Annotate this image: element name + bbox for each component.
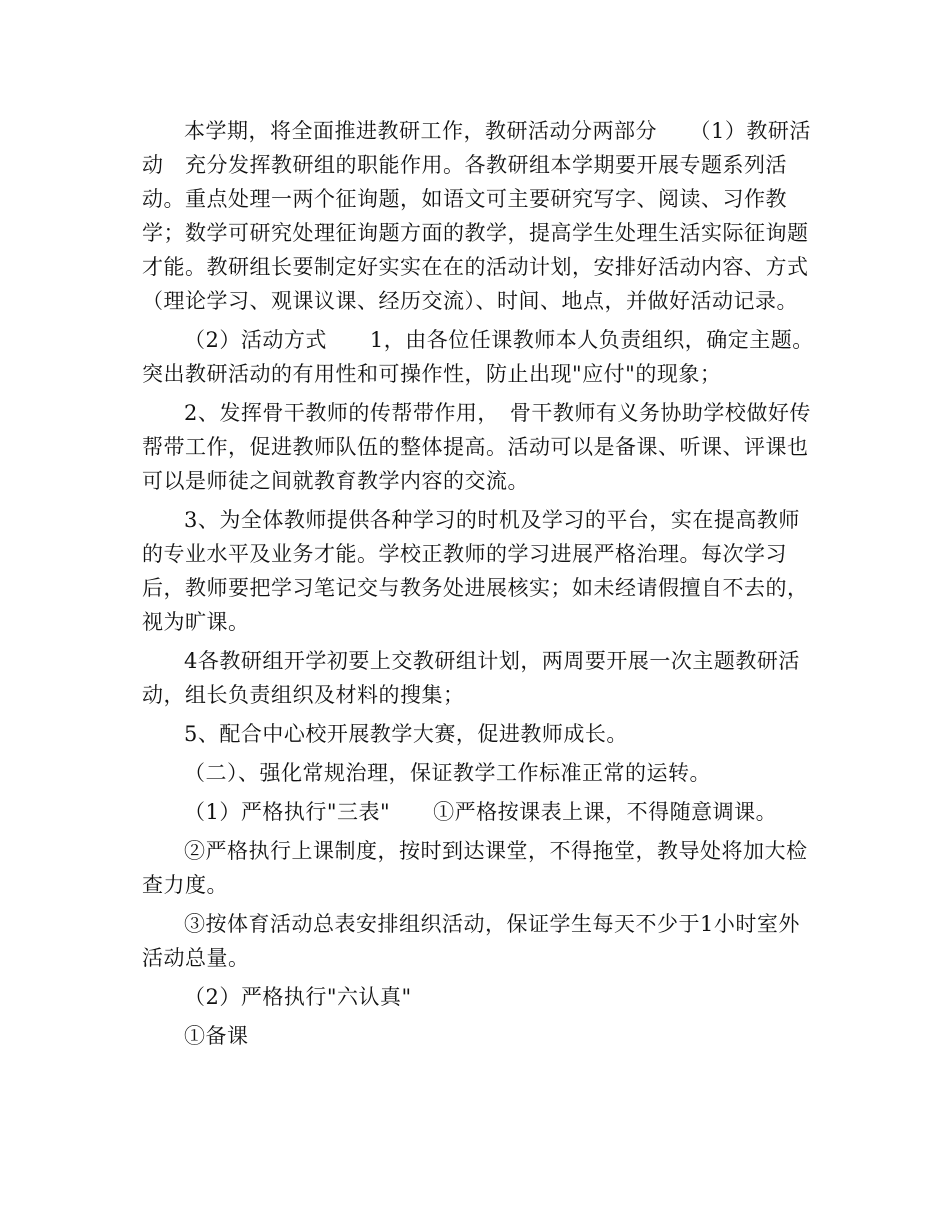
paragraph-teaching-research-plan: 本学期，将全面推进教研工作，教研活动分两部分 （1）教研活动 充分发挥教研组的职能作用。各教研组本学期要开展专题系列活动。重点处理一两个征询题，如语文可主要研究写字、阅读、习作教学；数学可研究处理征询题方面的教学，提高学生处理生活实际征询题才能。教研组长要制定好实实在在的活动计划，安排好活动内容、方式（理论学习、观课议课、经历交流）、时间、地点，并做好活动记录。 (142, 119, 811, 313)
paragraph-teaching-contest: 5、配合中心校开展教学大赛，促进教师成长。 (184, 722, 628, 746)
section-heading-routine-management: （二）、强化常规治理，保证教学工作标准正常的运转。 (184, 761, 711, 785)
paragraph-six-earnest: （2）严格执行"六认真" (184, 985, 412, 1009)
paragraph-sports-activity: ③按体育活动总表安排组织活动，保证学生每天不少于1小时室外活动总量。 (142, 912, 800, 970)
paragraph-class-discipline: ②严格执行上课制度，按时到达课堂，不得拖堂，教导处将加大检查力度。 (142, 839, 808, 897)
paragraph-activity-method: （2）活动方式 1，由各位任课教师本人负责组织，确定主题。突出教研活动的有用性和可操作性，防止出现"应付"的现象； (142, 328, 814, 386)
paragraph-backbone-teachers: 2、发挥骨干教师的传帮带作用， 骨干教师有义务协助学校做好传帮带工作，促进教师队伍的整体提高。活动可以是备课、听课、评课也可以是师徒之间就教育教学内容的交流。 (142, 401, 811, 493)
paragraph-group-plan: 4各教研组开学初要上交教研组计划，两周要开展一次主题教研活动，组长负责组织及材料的搜集； (142, 649, 800, 707)
paragraph-teacher-learning: 3、为全体教师提供各种学习的时机及学习的平台，实在提高教师的专业水平及业务才能。学校正教师的学习进展严格治理。每次学习后，教师要把学习笔记交与教务处进展核实；如未经请假擅自不去的，视为旷课。 (142, 508, 809, 634)
paragraph-three-schedules: （1）严格执行"三表" ①严格按课表上课，不得随意调课。 (184, 800, 778, 824)
paragraph-lesson-prep: ①备课 (184, 1024, 249, 1048)
document-body (142, 114, 818, 1058)
